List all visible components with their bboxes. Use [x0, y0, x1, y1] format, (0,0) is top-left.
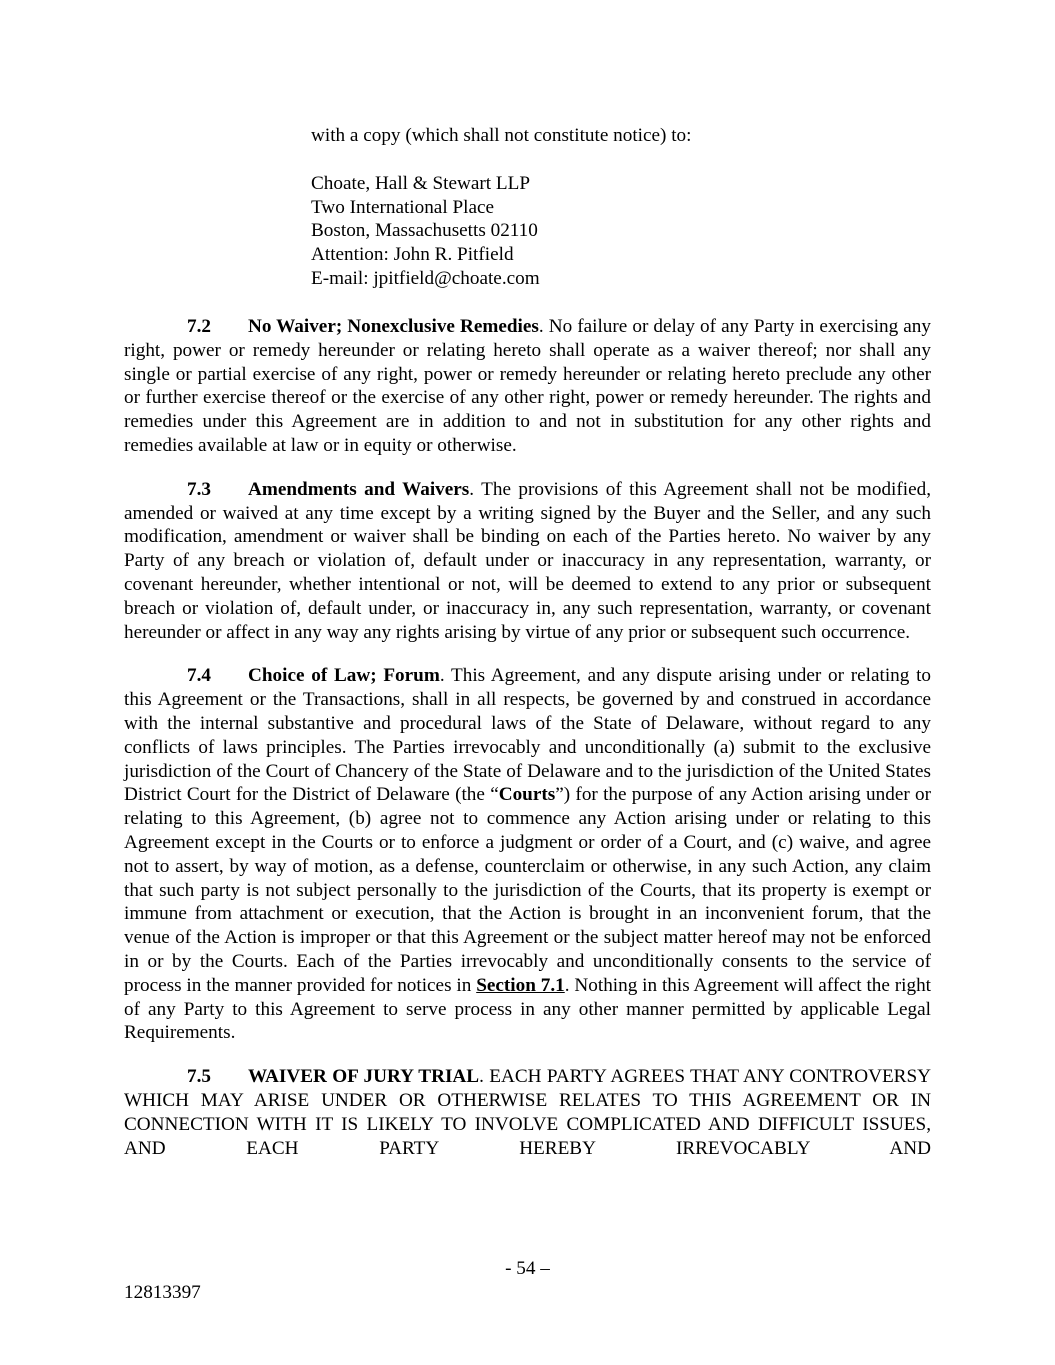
section-text: . EACH PARTY AGREES THAT ANY CONTROVERSY WHICH MAY ARISE UNDER OR OTHERWISE RELATES TO THIS AGREEMENT OR IN CONNECTION WITH IT IS LIKELY TO INVOLVE COMPLICATED AND DIFFICULT ISSUES, AND EACH PARTY HEREBY IRREVOCABLY AND: [124, 1066, 931, 1159]
section-7-5: [124, 1065, 931, 1160]
defined-term-courts: Courts: [498, 784, 556, 806]
section-heading: Amendments and Waivers: [248, 478, 470, 500]
section-text: . The provisions of this Agreement shall not be modified, amended or waived at any time except by a writing signed by the Buyer and the Seller, and any such modification, amendment or waiver shall be binding on each of the Parties hereto. No waiver by any Party of any breach or violation of, default under or inaccuracy in any representation, warranty, or covenant hereunder, whether intentional or not, will be deemed to extend to any prior or subsequent breach or violation of, default under, or inaccuracy in, any such representation, warranty, or covenant hereunder or affect in any way any rights arising by virtue of any prior or subsequent such occurrence.: [124, 478, 931, 643]
section-cross-reference: Section 7.1: [476, 974, 565, 996]
address-firm: Choate, Hall & Stewart LLP: [311, 172, 531, 194]
address-block: [311, 172, 931, 291]
section-number: 7.2: [187, 316, 211, 337]
address-street: Two International Place: [311, 196, 495, 218]
section-text: . No failure or delay of any Party in exercising any right, power or remedy hereunder or relating hereto shall operate as a waiver thereof; nor shall any single or partial exercise of any right, power or remedy hereunder or relating hereto preclude any other or further exercise thereof or the exercise of any other right, power or remedy hereunder. The rights and remedies under this Agreement are in addition to and not in substitution for any other rights and remedies available at law or in equity or otherwise.: [124, 316, 931, 456]
document-id: 12813397: [124, 1282, 201, 1303]
section-7-3: [124, 478, 931, 645]
address-city: Boston, Massachusetts 02110: [311, 220, 538, 242]
page-number: - 54 –: [505, 1258, 550, 1279]
section-number: 7.3: [187, 478, 211, 500]
address-email: E-mail: jpitfield@choate.com: [311, 267, 540, 289]
section-heading: Choice of Law; Forum: [248, 665, 440, 687]
section-7-4: [124, 664, 931, 1045]
address-attention: Attention: John R. Pitfield: [311, 244, 514, 266]
section-text: . This Agreement, and any dispute arising under or relating to this Agreement or the Transactions, shall in all respects, be governed by and construed in accordance with the internal substantive and procedural laws of the State of Delaware, without regard to any conflicts of laws principles. The Parties irrevocably and unconditionally (a) submit to the exclusive jurisdiction of the Court of Chancery of the State of Delaware and to the jurisdiction of the United States District Court for the District of Delaware (the “: [124, 665, 931, 806]
notice-copy-block: [311, 124, 931, 291]
section-text: ”) for the purpose of any Action arising under or relating to this Agreement, (b) agree not to commence any Action arising under or relating to this Agreement except in the Courts or to enforce a judgment or order of a Court, and (c) waive, and agree not to assert, by way of motion, as a defense, counterclaim or otherwise, in any such Action, any claim that such party is not subject personally to the jurisdiction of the Courts, that its property is exempt or immune from attachment or execution, that the Action is brought in an inconvenient forum, that the venue of the Action is improper or that this Agreement or the subject matter hereof may not be enforced in or by the Courts. Each of the Parties irrevocably and unconditionally consents to the service of process in the manner provided for notices in: [124, 784, 931, 996]
section-heading: No Waiver; Nonexclusive Remedies: [248, 316, 539, 337]
document-body: [124, 315, 931, 1180]
section-number: 7.5: [187, 1066, 211, 1088]
section-text: . Nothing in this Agreement will affect the right of any Party to this Agreement to serve process in any other manner permitted by applicable Legal Requirements.: [124, 974, 932, 1044]
section-heading: WAIVER OF JURY TRIAL: [248, 1066, 480, 1088]
section-7-2: [124, 315, 931, 458]
section-number: 7.4: [187, 665, 211, 687]
copy-line: with a copy (which shall not constitute notice) to:: [311, 125, 692, 146]
